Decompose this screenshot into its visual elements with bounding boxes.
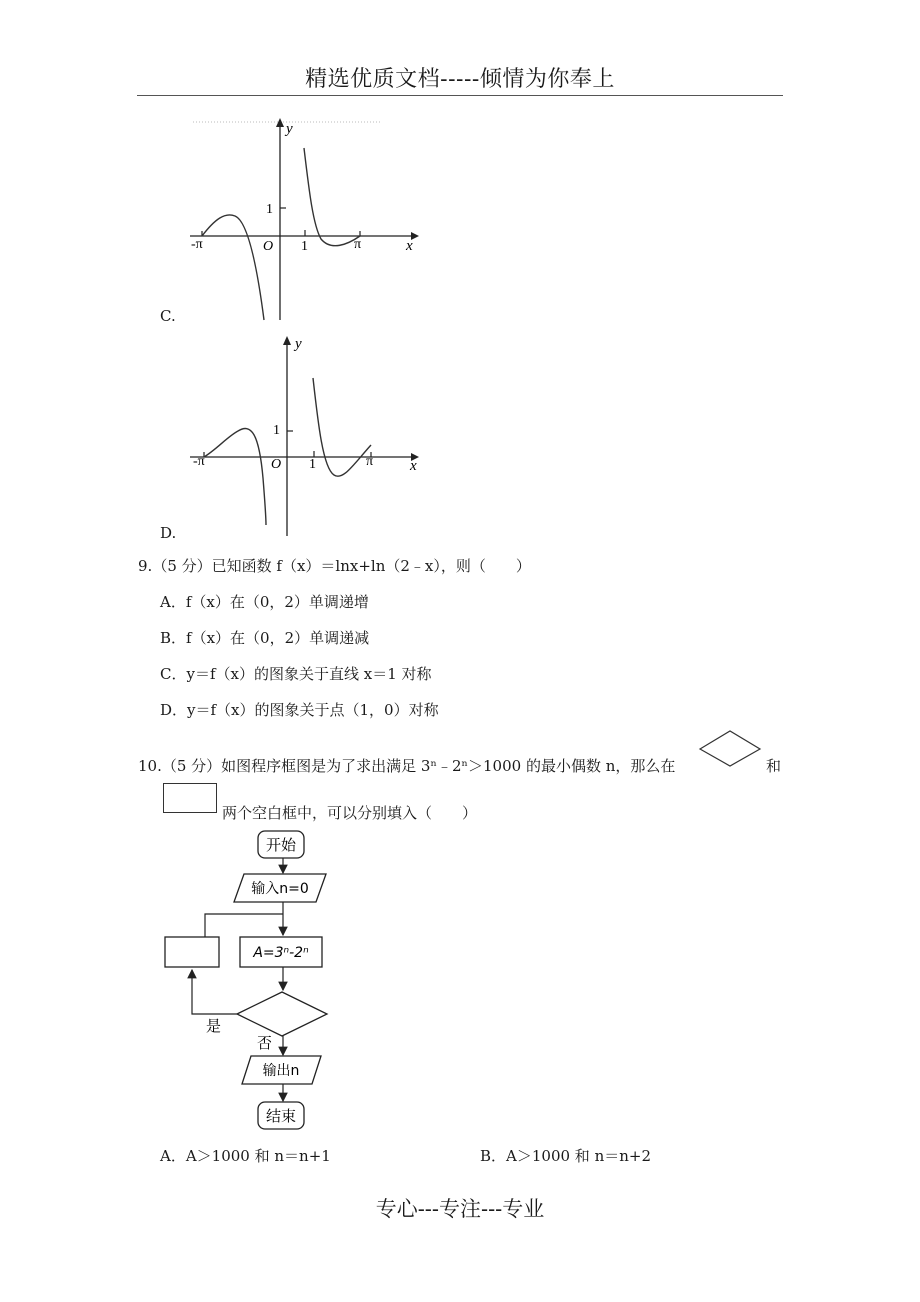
- flow-no-label: 否: [257, 1034, 273, 1052]
- graph-d-y-label: y: [295, 336, 302, 352]
- graph-c-option-label: C.: [160, 307, 176, 325]
- graph-c-origin: O: [263, 239, 274, 254]
- flow-yes-arrow: [192, 970, 237, 1014]
- question-9-text: 已知函数: [211, 557, 272, 575]
- question-9-option-c[interactable]: C．y＝f（x）的图象关于直线 x＝1 对称: [160, 665, 432, 683]
- question-9-score: （5 分）: [152, 557, 212, 575]
- graph-c-one-x: 1: [301, 239, 308, 254]
- graph-c: [185, 115, 425, 325]
- question-10-stem-line2: 两个空白框中，可以分别填入（ ）: [222, 804, 478, 822]
- graph-d: [185, 333, 425, 543]
- graph-c-right-curve: [304, 148, 360, 246]
- page-footer: 专心---专注---专业: [375, 1197, 545, 1221]
- graph-d-pi: π: [366, 454, 374, 469]
- graph-c-negpi: -π: [191, 237, 203, 252]
- question-9-option-d[interactable]: D．y＝f（x）的图象关于点（1，0）对称: [160, 701, 439, 719]
- question-10-stem-line1: 10.（5 分）如图程序框图是为了求出满足 3ⁿ﹣2ⁿ＞1000 的最小偶数 n，那么在: [138, 757, 676, 775]
- graph-d-one-y: 1: [273, 423, 280, 438]
- flow-input-text: 输入n=0: [251, 881, 309, 897]
- question-10-option-b[interactable]: B．A＞1000 和 n＝n+2: [480, 1147, 651, 1165]
- graph-c-x-label: x: [406, 238, 413, 254]
- flowchart: [160, 828, 340, 1138]
- flow-start-text: 开始: [265, 836, 297, 854]
- blank-diamond-icon: [698, 729, 764, 769]
- header-divider: [137, 95, 783, 96]
- graph-d-left-curve: [204, 428, 266, 525]
- graph-d-x-label: x: [410, 458, 417, 474]
- flow-yes-label: 是: [206, 1017, 222, 1035]
- question-9-number: 9.: [138, 557, 153, 575]
- graph-d-y-arrow: [283, 336, 291, 345]
- graph-d-right-curve: [313, 378, 374, 476]
- blank-rectangle-icon: [163, 783, 217, 813]
- graph-c-one-y: 1: [266, 202, 273, 217]
- graph-c-y-label: y: [286, 121, 293, 137]
- flow-assign-text: A=3ⁿ-2ⁿ: [253, 945, 309, 961]
- flow-decision-diamond: [237, 992, 327, 1036]
- graph-d-origin: O: [271, 457, 282, 472]
- graph-d-one-x: 1: [309, 457, 316, 472]
- graph-c-pi: π: [354, 237, 362, 252]
- flow-loop-top: [205, 914, 283, 937]
- flow-blank-box: [165, 937, 219, 967]
- question-9-stem: [138, 555, 531, 576]
- flow-output-text: 输出n: [262, 1063, 300, 1079]
- graph-d-negpi: -π: [193, 454, 205, 469]
- question-9-option-b[interactable]: B．f（x）在（0，2）单调递减: [160, 629, 370, 647]
- question-9-function: f（x）＝lnx+ln（2﹣x），则（ ）: [276, 557, 531, 575]
- flow-end-text: 结束: [265, 1107, 297, 1125]
- question-10-and: 和: [766, 757, 782, 775]
- graph-d-option-label: D.: [160, 524, 177, 542]
- question-9-option-a[interactable]: A．f（x）在（0，2）单调递增: [160, 593, 369, 611]
- question-10-option-a[interactable]: A．A＞1000 和 n＝n+1: [160, 1147, 331, 1165]
- graph-c-left-curve: [202, 215, 264, 320]
- page-header: 精选优质文档-----倾情为你奉上: [305, 67, 615, 92]
